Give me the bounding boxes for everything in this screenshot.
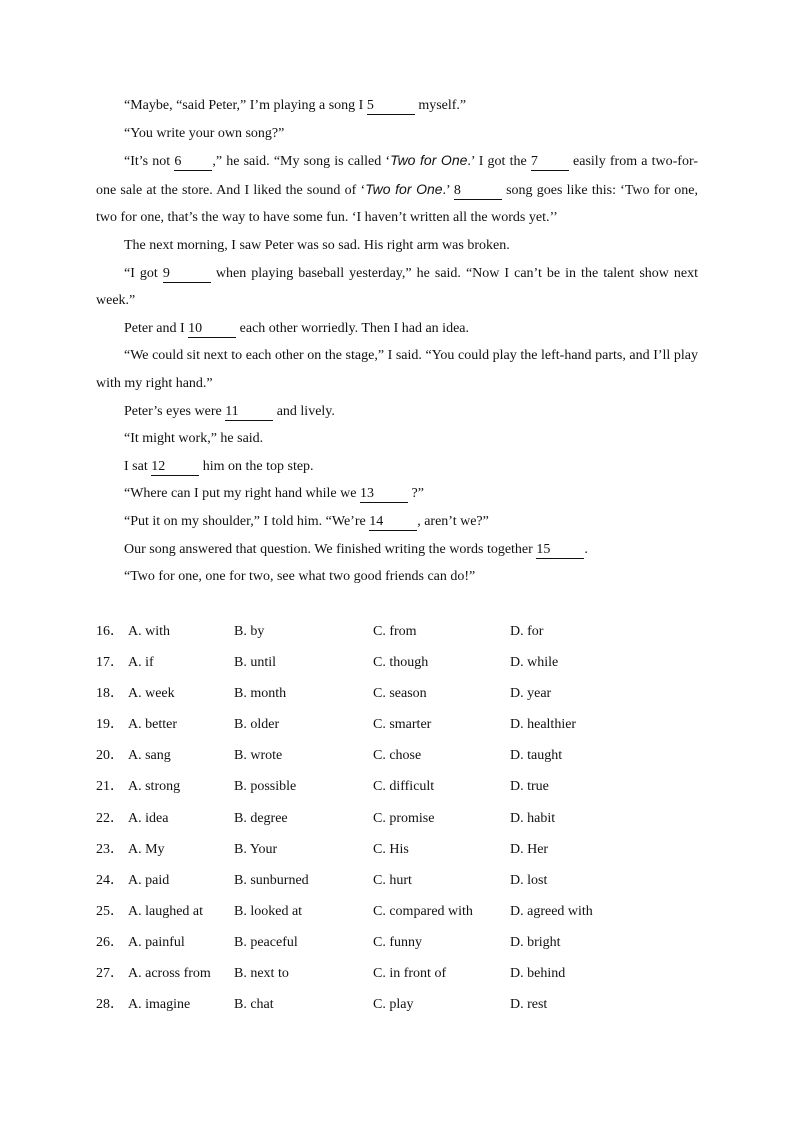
passage: [96, 92, 698, 591]
passage-text: “It’s not: [124, 154, 175, 170]
option-c: C. His: [373, 841, 409, 857]
passage-text: when playing baseball yesterday,” he said. “Now I can’t be in the talent show next week.”: [96, 265, 699, 309]
option-d: D. Her: [510, 841, 549, 857]
option-a: A. My: [128, 841, 165, 857]
question-number: 24．: [96, 872, 124, 888]
passage-text: “It might work,” he said.: [124, 431, 264, 447]
answer-blank: 5: [367, 98, 415, 115]
passage-text: easily from a two-for-one sale at the store. And I liked the sound of ‘: [96, 154, 699, 198]
passage-text: Peter’s eyes were: [124, 403, 226, 419]
option-a: A. idea: [128, 810, 169, 826]
option-b: B. by: [234, 624, 265, 639]
question-number: 18．: [96, 686, 124, 702]
question-row: [96, 709, 716, 740]
answer-blank: 10: [188, 321, 236, 338]
answer-blank: 6: [174, 154, 212, 171]
option-b: B. Your: [234, 841, 278, 857]
passage-text: him on the top step.: [199, 458, 314, 474]
option-d: D. year: [510, 686, 552, 702]
option-c: C. in front of: [373, 966, 447, 982]
question-row: [96, 647, 716, 678]
paragraph: [96, 398, 698, 426]
option-b: B. possible: [234, 779, 297, 795]
question-row: [96, 865, 716, 896]
option-a: A. laughed at: [128, 903, 204, 919]
question-number: 19．: [96, 717, 124, 733]
paragraph: [96, 315, 698, 343]
passage-text: myself.”: [414, 98, 467, 113]
question-row: [96, 958, 716, 989]
passage-text: “You write your own song?”: [124, 125, 285, 141]
question-row: [96, 896, 716, 927]
question-row: [96, 740, 716, 771]
passage-text: “Put it on my shoulder,” I told him. “We’re: [124, 513, 370, 529]
passage-text: .’ I got the: [467, 154, 531, 170]
option-c: C. season: [373, 686, 427, 702]
passage-text: ,” he said. “My song is called ‘: [212, 154, 391, 170]
option-c: C. though: [373, 655, 429, 671]
option-a: A. across from: [128, 966, 211, 982]
option-a: A. sang: [128, 748, 171, 764]
paragraph: [96, 425, 698, 453]
option-b: B. month: [234, 686, 287, 702]
question-number: 22．: [96, 810, 124, 826]
question-row: [96, 803, 716, 834]
question-number: 16．: [96, 624, 124, 639]
song-title: Two for One: [390, 152, 468, 169]
question-number: 17．: [96, 655, 124, 671]
song-title: Two for One: [365, 180, 443, 197]
passage-text: Peter and I: [124, 320, 189, 336]
question-row: [96, 834, 716, 865]
passage-text: “We could sit next to each other on the stage,” I said. “You could play the left-hand parts, and I’ll play with my right hand.”: [96, 348, 698, 391]
option-d: D. bright: [510, 934, 561, 950]
passage-text: and lively.: [273, 403, 335, 419]
answer-blank: 11: [225, 404, 273, 421]
option-c: C. difficult: [373, 779, 435, 795]
answer-blank: 8: [454, 183, 502, 200]
option-b: B. degree: [234, 810, 288, 826]
passage-text: The next morning, I saw Peter was so sad. His right arm was broken.: [124, 237, 510, 253]
option-d: D. true: [510, 779, 549, 795]
paragraph: [96, 92, 698, 120]
paragraph: [96, 342, 698, 397]
passage-text: each other worriedly. Then I had an idea.: [236, 320, 470, 336]
option-b: B. until: [234, 655, 277, 671]
option-b: B. looked at: [234, 903, 303, 919]
option-d: D. for: [510, 624, 544, 639]
answer-blank: 7: [531, 154, 569, 171]
passage-text: “Where can I put my right hand while we: [124, 486, 360, 502]
option-c: C. play: [373, 997, 414, 1013]
option-c: C. smarter: [373, 717, 432, 733]
question-number: 27．: [96, 966, 124, 982]
question-number: 26．: [96, 934, 124, 950]
option-b: B. older: [234, 717, 280, 733]
question-list: [96, 616, 716, 1020]
option-b: B. next to: [234, 966, 289, 982]
option-d: D. rest: [510, 997, 548, 1013]
question-row: [96, 678, 716, 709]
option-c: C. funny: [373, 934, 422, 950]
question-number: 25．: [96, 903, 124, 919]
option-b: B. peaceful: [234, 934, 298, 950]
option-c: C. hurt: [373, 872, 412, 888]
paragraph: [96, 120, 698, 148]
paragraph: [96, 453, 698, 481]
option-a: A. imagine: [128, 997, 191, 1013]
option-d: D. lost: [510, 872, 548, 888]
option-c: C. from: [373, 624, 417, 639]
passage-text: “Maybe, “said Peter,” I’m playing a song I: [124, 98, 367, 113]
option-a: A. paid: [128, 872, 170, 888]
option-a: A. with: [128, 624, 170, 639]
option-b: B. wrote: [234, 748, 283, 764]
question-number: 23．: [96, 841, 124, 857]
option-c: C. chose: [373, 748, 422, 764]
paragraph: [96, 147, 698, 232]
paragraph: [96, 232, 698, 260]
paragraph: [96, 480, 698, 508]
answer-blank: 13: [360, 486, 408, 503]
option-c: C. compared with: [373, 903, 473, 919]
answer-blank: 14: [369, 514, 417, 531]
passage-text: .’: [442, 182, 454, 198]
option-d: D. while: [510, 655, 559, 671]
option-a: A. better: [128, 717, 177, 733]
paragraph: [96, 563, 698, 591]
paragraph: [96, 260, 698, 315]
option-a: A. if: [128, 655, 154, 671]
option-d: D. agreed with: [510, 903, 593, 919]
paragraph: [96, 536, 698, 564]
answer-blank: 12: [151, 459, 199, 476]
answer-blank: 15: [536, 542, 584, 559]
option-d: D. habit: [510, 810, 556, 826]
answer-blank: 9: [163, 266, 211, 283]
question-row: [96, 927, 716, 958]
question-row: [96, 989, 716, 1020]
option-b: B. chat: [234, 997, 274, 1013]
passage-text: ?”: [407, 486, 424, 502]
option-b: B. sunburned: [234, 872, 309, 888]
option-c: C. promise: [373, 810, 435, 826]
question-number: 28．: [96, 997, 124, 1013]
passage-text: “I got: [124, 265, 163, 281]
question-row: [96, 616, 716, 647]
option-a: A. painful: [128, 934, 185, 950]
paragraph: [96, 508, 698, 536]
option-a: A. strong: [128, 779, 181, 795]
option-d: D. taught: [510, 748, 563, 764]
question-number: 21．: [96, 779, 124, 795]
option-d: D. behind: [510, 966, 566, 982]
passage-text: I sat: [124, 458, 152, 474]
question-row: [96, 771, 716, 802]
question-number: 20．: [96, 748, 124, 764]
option-d: D. healthier: [510, 717, 577, 733]
option-a: A. week: [128, 686, 175, 702]
passage-text: , aren’t we?”: [417, 513, 489, 529]
passage-text: Our song answered that question. We finished writing the words together: [124, 541, 537, 557]
passage-text: .: [584, 541, 588, 557]
passage-text: song goes like this: ‘Two for one, two for one, that’s the way to have some fun. ‘I haven’t written all the words yet.’’: [96, 182, 698, 226]
passage-text: “Two for one, one for two, see what two good friends can do!”: [124, 569, 476, 585]
